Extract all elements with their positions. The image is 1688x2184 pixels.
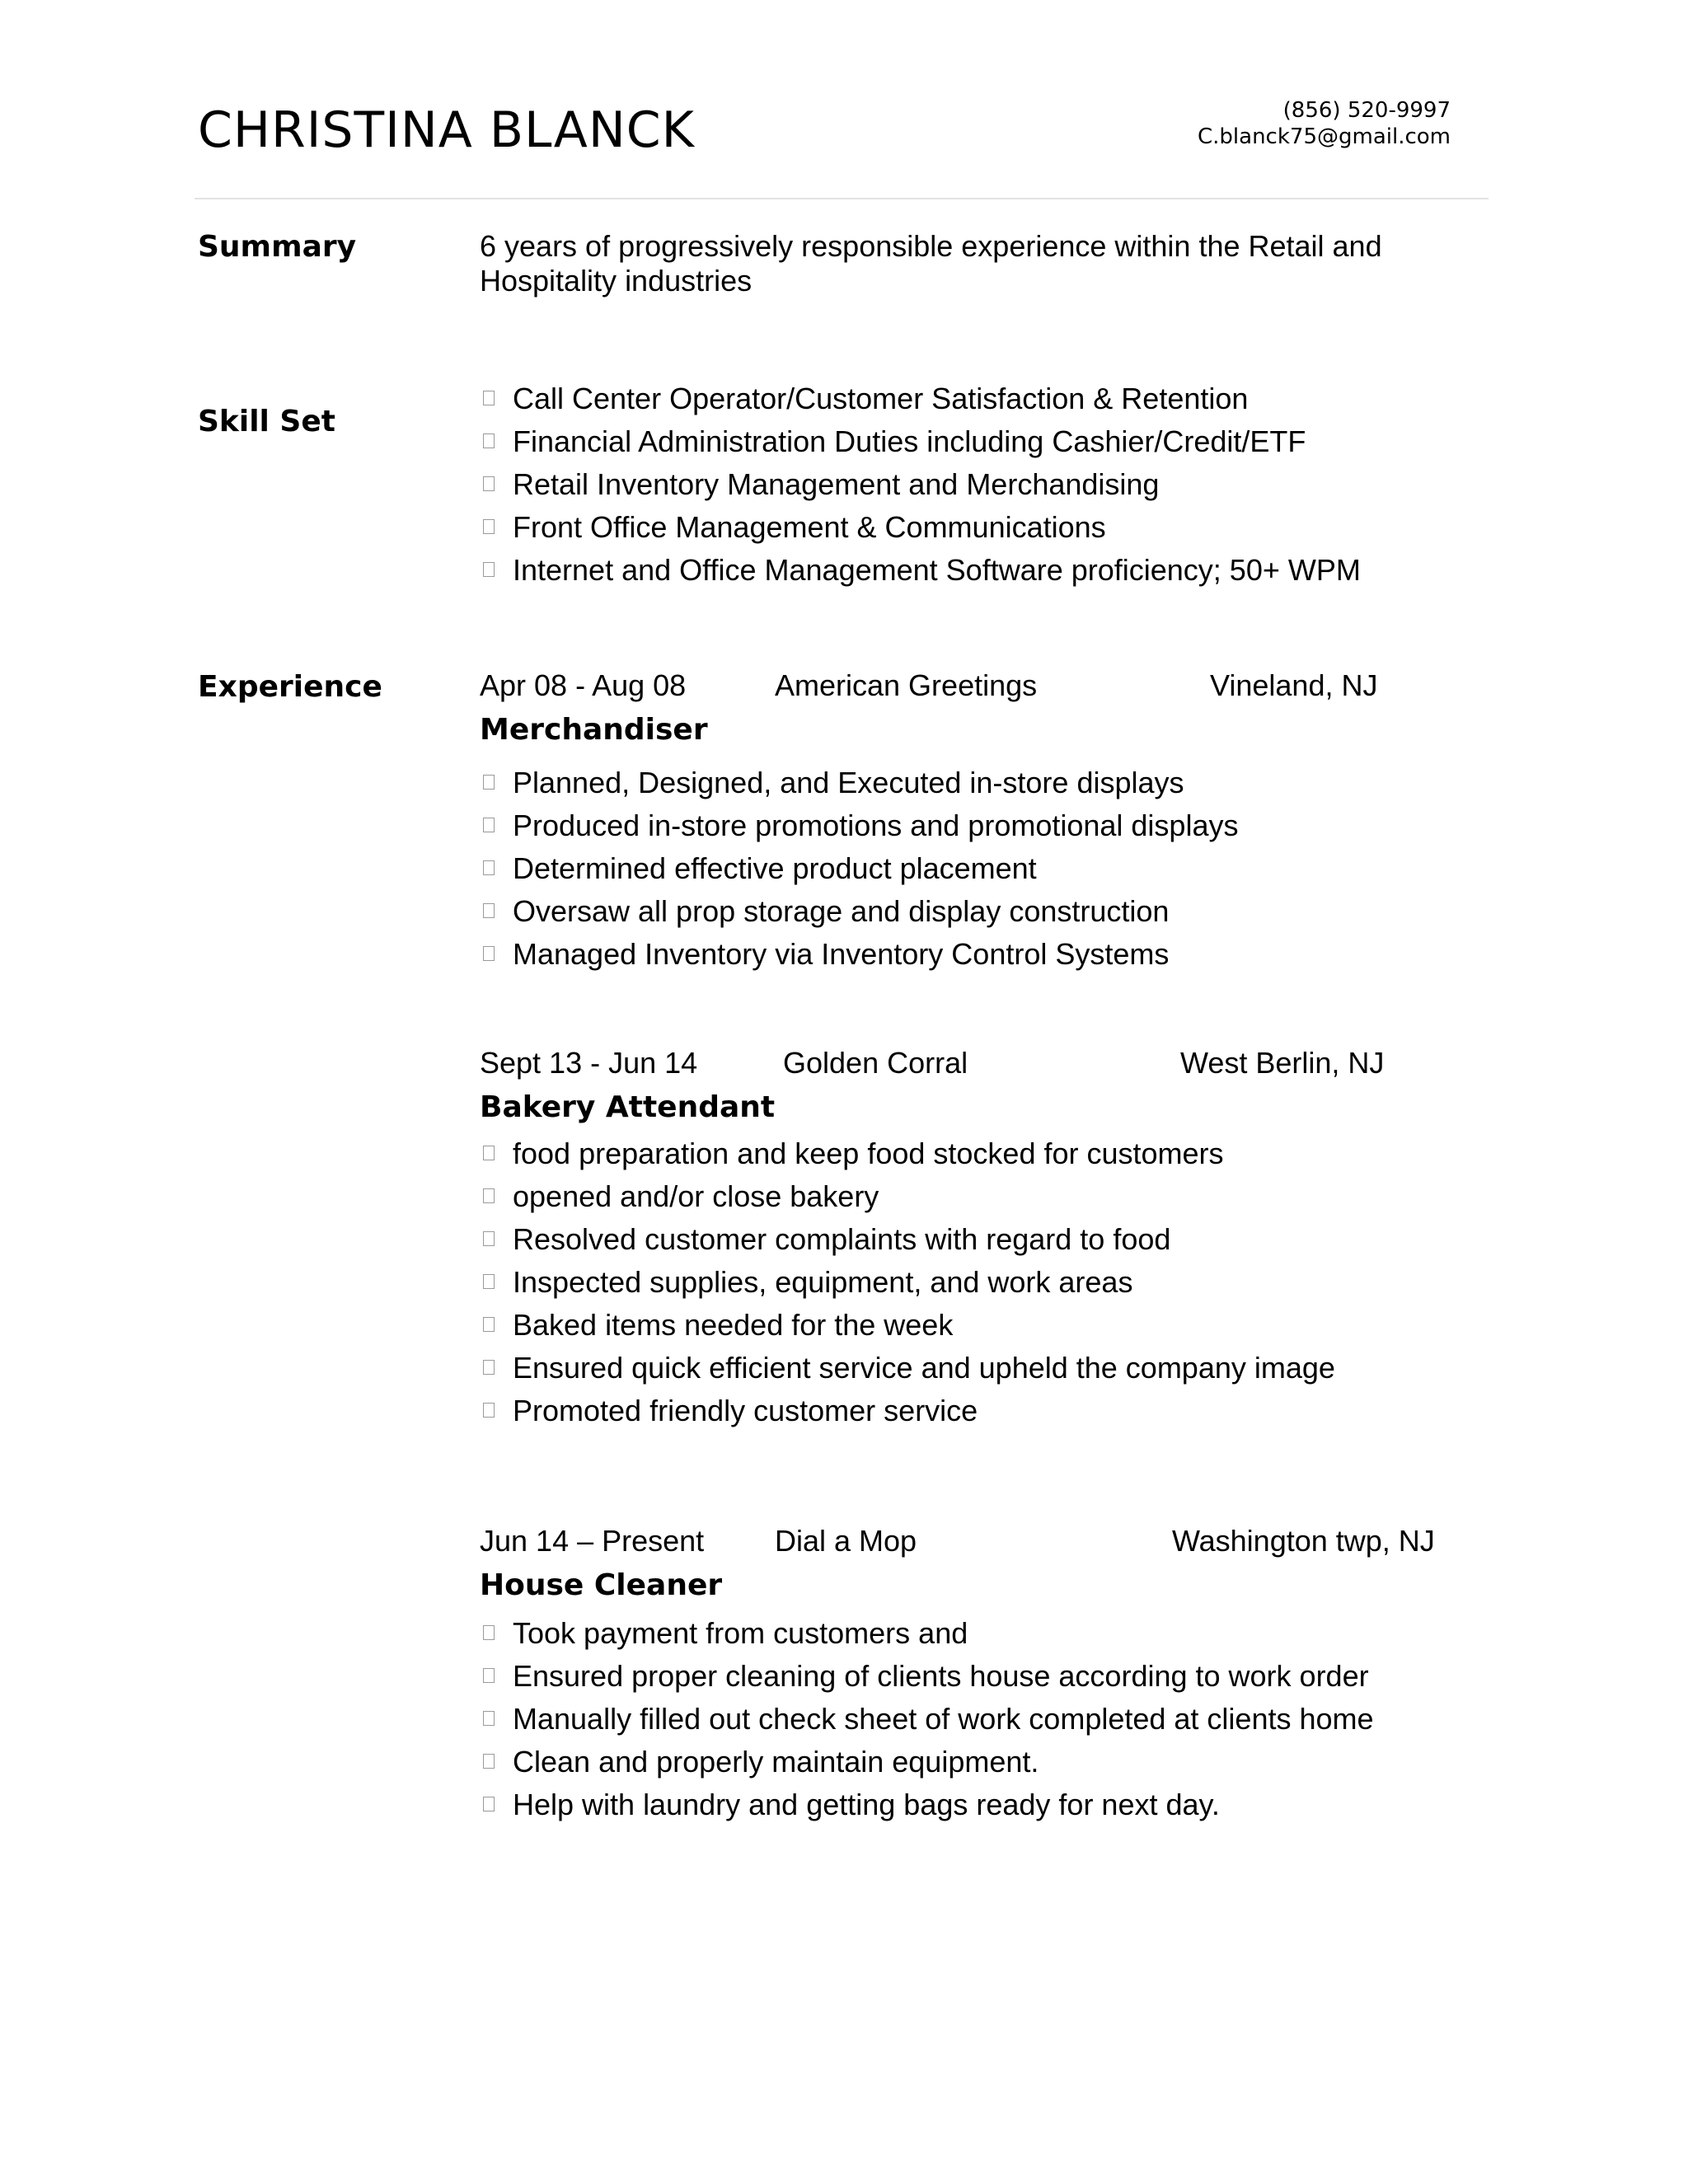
- checkbox-bullet-icon: [483, 1625, 495, 1640]
- job-dates: Apr 08 - Aug 08: [480, 668, 687, 702]
- email-address: C.blanck75@gmail.com: [1198, 124, 1451, 149]
- checkbox-bullet-icon: [483, 1360, 495, 1375]
- list-item: Produced in-store promotions and promotional displays: [480, 804, 1238, 847]
- job-dates: Sept 13 - Jun 14: [480, 1046, 698, 1080]
- list-item: Financial Administration Duties including Cashier/Credit/ETF: [480, 420, 1361, 463]
- checkbox-bullet-icon: [483, 1403, 495, 1418]
- checkbox-bullet-icon: [483, 562, 495, 577]
- checkbox-bullet-icon: [483, 946, 495, 961]
- list-item: Call Center Operator/Customer Satisfaction & Retention: [480, 377, 1361, 420]
- checkbox-bullet-icon: [483, 1188, 495, 1203]
- list-item: Internet and Office Management Software proficiency; 50+ WPM: [480, 549, 1361, 592]
- checkbox-bullet-icon: [483, 434, 495, 448]
- job-location: Washington twp, NJ: [1172, 1524, 1435, 1558]
- job-company: American Greetings: [775, 668, 1038, 702]
- checkbox-bullet-icon: [483, 1231, 495, 1246]
- skill-set-label: Skill Set: [198, 405, 335, 438]
- checkbox-bullet-icon: [483, 476, 495, 491]
- summary-label: Summary: [198, 230, 357, 264]
- checkbox-bullet-icon: [483, 519, 495, 534]
- list-item: Determined effective product placement: [480, 847, 1238, 890]
- job-dates: Jun 14 – Present: [480, 1524, 705, 1558]
- contact-block: [1198, 97, 1451, 150]
- list-item: food preparation and keep food stocked for customers: [480, 1132, 1335, 1175]
- summary-text: 6 years of progressively responsible experience within the Retail and Hospitality industries: [480, 229, 1382, 298]
- candidate-name: CHRISTINA BLANCK: [198, 101, 695, 159]
- list-item: Front Office Management & Communications: [480, 506, 1361, 549]
- list-item: Retail Inventory Management and Merchandising: [480, 463, 1361, 506]
- checkbox-bullet-icon: [483, 1317, 495, 1332]
- list-item: opened and/or close bakery: [480, 1175, 1335, 1218]
- checkbox-bullet-icon: [483, 1711, 495, 1726]
- phone-number: (856) 520-9997: [1282, 98, 1451, 123]
- experience-label: Experience: [198, 670, 382, 704]
- list-item: Planned, Designed, and Executed in-store displays: [480, 762, 1238, 804]
- checkbox-bullet-icon: [483, 1274, 495, 1289]
- checkbox-bullet-icon: [483, 1797, 495, 1811]
- checkbox-bullet-icon: [483, 391, 495, 405]
- job-title: Bakery Attendant: [480, 1090, 776, 1124]
- header-divider: [195, 198, 1489, 199]
- list-item: Oversaw all prop storage and display construction: [480, 890, 1238, 933]
- list-item: Took payment from customers and: [480, 1612, 1374, 1655]
- job-duties-list: [480, 762, 1238, 976]
- job-duties-list: [480, 1132, 1335, 1432]
- job-company: Golden Corral: [783, 1046, 968, 1080]
- list-item: Promoted friendly customer service: [480, 1390, 1335, 1432]
- list-item: Clean and properly maintain equipment.: [480, 1741, 1374, 1783]
- checkbox-bullet-icon: [483, 860, 495, 875]
- job-duties-list: [480, 1612, 1374, 1826]
- checkbox-bullet-icon: [483, 775, 495, 790]
- skill-list: [480, 377, 1361, 592]
- job-company: Dial a Mop: [775, 1524, 917, 1558]
- list-item: Ensured quick efficient service and upheld the company image: [480, 1347, 1335, 1390]
- list-item: Managed Inventory via Inventory Control Systems: [480, 933, 1238, 976]
- checkbox-bullet-icon: [483, 1754, 495, 1769]
- checkbox-bullet-icon: [483, 818, 495, 832]
- list-item: Help with laundry and getting bags ready for next day.: [480, 1783, 1374, 1826]
- checkbox-bullet-icon: [483, 903, 495, 918]
- job-location: Vineland, NJ: [1210, 668, 1378, 702]
- job-title: Merchandiser: [480, 713, 708, 747]
- list-item: Resolved customer complaints with regard to food: [480, 1218, 1335, 1261]
- list-item: Baked items needed for the week: [480, 1304, 1335, 1347]
- job-title: House Cleaner: [480, 1568, 723, 1602]
- list-item: Inspected supplies, equipment, and work areas: [480, 1261, 1335, 1304]
- checkbox-bullet-icon: [483, 1668, 495, 1683]
- list-item: Manually filled out check sheet of work completed at clients home: [480, 1698, 1374, 1741]
- checkbox-bullet-icon: [483, 1146, 495, 1160]
- list-item: Ensured proper cleaning of clients house according to work order: [480, 1655, 1374, 1698]
- job-location: West Berlin, NJ: [1180, 1046, 1385, 1080]
